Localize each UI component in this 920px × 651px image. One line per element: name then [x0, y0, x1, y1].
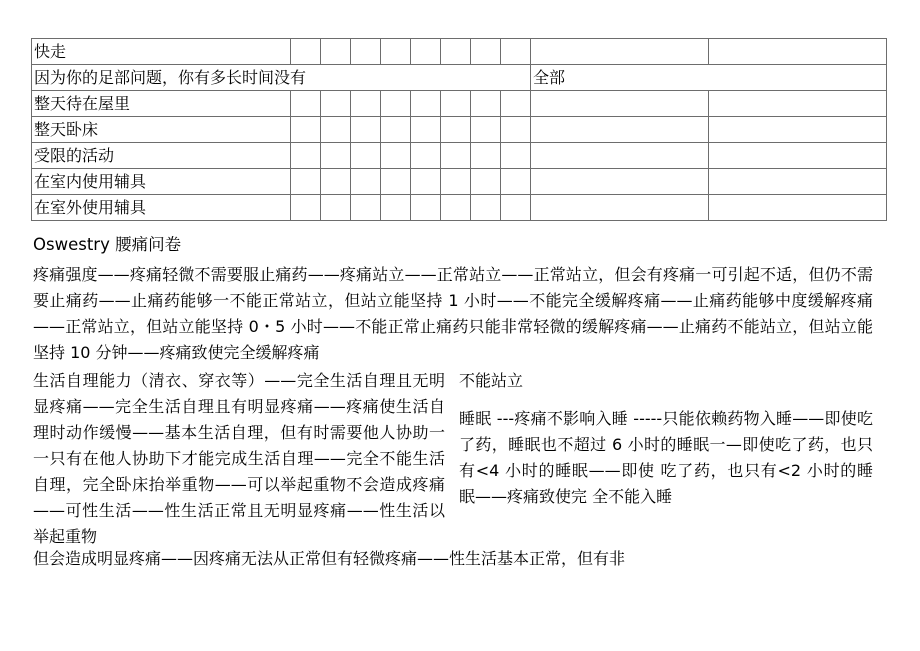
- score-cell: [531, 169, 709, 195]
- sleep-paragraph: 睡眠 ---疼痛不影响入睡 -----只能依赖药物入睡——即使吃了药，睡眠也不超过 6 小时的睡眠一—即使吃了药，也只有<4 小时的睡眠——即使 吃了药，也只有<2 小时的睡眠——疼痛致使完 全不能入睡: [459, 409, 873, 506]
- answer-cell: [351, 39, 381, 65]
- answer-cell: [501, 91, 531, 117]
- score-cell: [709, 91, 887, 117]
- answer-cell: [501, 195, 531, 221]
- row-label: 整天卧床: [32, 117, 291, 143]
- score-cell: [709, 117, 887, 143]
- answer-cell: [501, 39, 531, 65]
- score-cell: [709, 169, 887, 195]
- answer-cell: [351, 91, 381, 117]
- answer-cell: [411, 143, 441, 169]
- answer-cell: [381, 117, 411, 143]
- answer-cell: [321, 91, 351, 117]
- table-row: [32, 65, 887, 91]
- score-cell: [709, 39, 887, 65]
- answer-cell: [291, 169, 321, 195]
- table-row: [32, 91, 887, 117]
- answer-cell: [471, 195, 501, 221]
- score-cell: [531, 117, 709, 143]
- answer-cell: [411, 117, 441, 143]
- answer-cell: [381, 169, 411, 195]
- answer-cell: [471, 91, 501, 117]
- score-cell: [709, 195, 887, 221]
- row-label: 在室外使用辅具: [32, 195, 291, 221]
- self-care-paragraph: 生活自理能力（清衣、穿衣等）——完全生活自理且无明显疼痛——完全生活自理且有明显疼痛——疼痛使生活自理时动作缓慢——基本生活自理，但有时需要他人协助一一只有在他人协助下才能完成生活自理——完全不能生活自理，完全卧床抬举重物——可以举起重物不会造成疼痛——可性生活——性生活正常且无明显疼痛——性生活以举起重物: [33, 371, 445, 546]
- answer-cell: [321, 195, 351, 221]
- table-row: [32, 39, 887, 65]
- answer-cell: [321, 39, 351, 65]
- answer-cell: [381, 39, 411, 65]
- table-row: [32, 195, 887, 221]
- answer-cell: [291, 39, 321, 65]
- answer-cell: [471, 39, 501, 65]
- answer-cell: [501, 117, 531, 143]
- answer-cell: [291, 143, 321, 169]
- oswestry-heading: Oswestry 腰痛问卷: [33, 235, 182, 254]
- answer-cell: [381, 91, 411, 117]
- answer-cell: [441, 91, 471, 117]
- answer-cell: [321, 143, 351, 169]
- answer-cell: [471, 117, 501, 143]
- row-label: 快走: [32, 39, 291, 65]
- answer-cell: [501, 143, 531, 169]
- answer-cell: [441, 169, 471, 195]
- row-label: 整天待在屋里: [32, 91, 291, 117]
- answer-cell: [381, 195, 411, 221]
- answer-cell: [441, 117, 471, 143]
- answer-cell: [321, 169, 351, 195]
- answer-cell: [501, 169, 531, 195]
- answer-cell: [471, 169, 501, 195]
- answer-cell: [351, 195, 381, 221]
- answer-cell: [351, 169, 381, 195]
- answer-cell: [351, 117, 381, 143]
- answer-cell: [471, 143, 501, 169]
- answer-cell: [291, 91, 321, 117]
- pain-intensity-paragraph: 疼痛强度——疼痛轻微不需要服止痛药——疼痛站立——正常站立——正常站立，但会有疼痛一可引起不适，但仍不需要止痛药——止痛药能够一不能正常站立，但站立能坚持 1 小时——不能完全缓解疼痛——止痛药能够中度缓解疼痛——正常站立，但站立能坚持 0・5 小时——不能正常止痛药只能非常轻微的缓解疼痛——止痛药不能站立，但站立能坚持 10 分钟——疼痛致使完全缓解疼痛: [33, 265, 873, 362]
- answer-cell: [381, 143, 411, 169]
- table-row: [32, 169, 887, 195]
- answer-cell: [291, 117, 321, 143]
- score-cell: [531, 91, 709, 117]
- answer-cell: [441, 39, 471, 65]
- score-cell: [531, 39, 709, 65]
- score-cell: [709, 143, 887, 169]
- row-label: 在室内使用辅具: [32, 169, 291, 195]
- answer-cell: [441, 195, 471, 221]
- answer-cell: [291, 195, 321, 221]
- answer-cell: [411, 195, 441, 221]
- row-label: 因为你的足部问题，你有多长时间没有: [32, 65, 531, 91]
- answer-cell: [411, 91, 441, 117]
- answer-cell: [411, 169, 441, 195]
- table-row: [32, 143, 887, 169]
- answer-cell: [411, 39, 441, 65]
- row-answer-cell: 全部: [531, 65, 887, 91]
- score-cell: [531, 143, 709, 169]
- sex-life-continuation: 但会造成明显疼痛——因疼痛无法从正常但有轻微疼痛——性生活基本正常，但有非: [33, 549, 626, 568]
- questionnaire-table: [31, 38, 887, 221]
- answer-cell: [321, 117, 351, 143]
- score-cell: [531, 195, 709, 221]
- answer-cell: [351, 143, 381, 169]
- table-row: [32, 117, 887, 143]
- standing-tail-text: 不能站立: [459, 371, 524, 390]
- row-label: 受限的活动: [32, 143, 291, 169]
- answer-cell: [441, 143, 471, 169]
